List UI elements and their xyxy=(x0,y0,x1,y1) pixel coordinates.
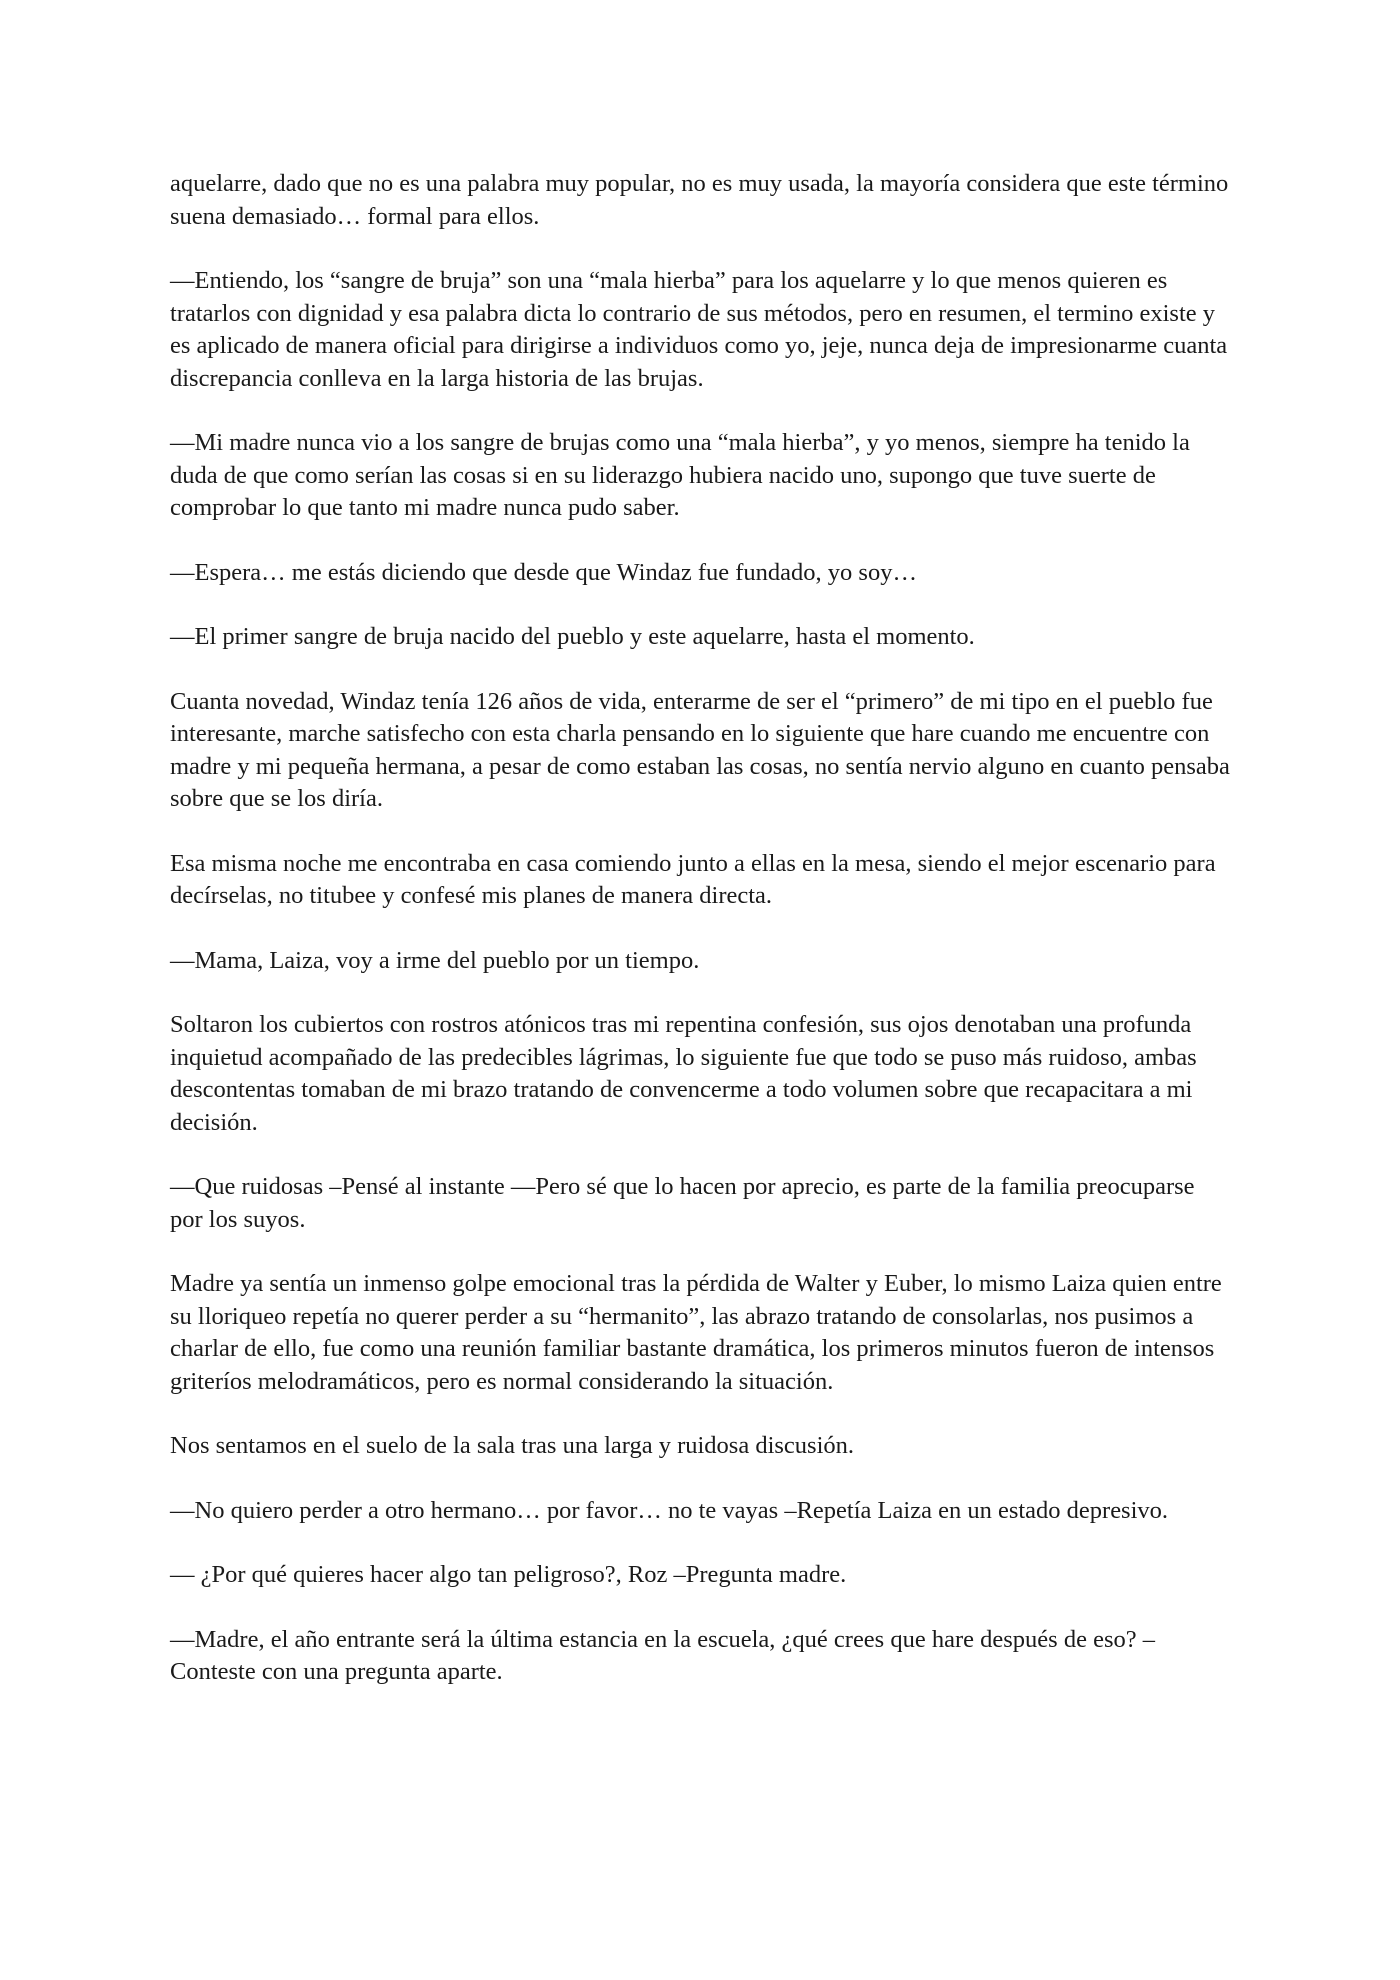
paragraph: —No quiero perder a otro hermano… por favor… no te vayas –Repetía Laiza en un estado depresivo. xyxy=(170,1496,1169,1524)
paragraph: Madre ya sentía un inmenso golpe emocional tras la pérdida de Walter y Euber, lo mismo Laiza quien entre su lloriqueo repetía no querer perder a su “hermanito”, las abrazo tratando de consolarlas, nos pusimos a charlar de ello, fue como una reunión familiar bastante dramática, los primeros minutos fueron de intensos griteríos melodramáticos, pero es normal considerando la situación. xyxy=(170,1270,1222,1395)
paragraph: —Que ruidosas –Pensé al instante —Pero sé que lo hacen por aprecio, es parte de la familia preocuparse por los suyos. xyxy=(170,1173,1195,1233)
paragraph: Soltaron los cubiertos con rostros atónicos tras mi repentina confesión, sus ojos denotaban una profunda inquietud acompañado de las predecibles lágrimas, lo siguiente fue que todo se puso más ruidoso, ambas descontentas tomaban de mi brazo tratando de convencerme a todo volumen sobre que recapacitara a mi decisión. xyxy=(170,1011,1197,1136)
paragraph: —El primer sangre de bruja nacido del pueblo y este aquelarre, hasta el momento. xyxy=(170,623,975,650)
paragraph: Esa misma noche me encontraba en casa comiendo junto a ellas en la mesa, siendo el mejor escenario para decírselas, no titubee y confesé mis planes de manera directa. xyxy=(170,849,1216,909)
paragraph: —Mama, Laiza, voy a irme del pueblo por un tiempo. xyxy=(170,946,700,974)
paragraph: Nos sentamos en el suelo de la sala tras una larga y ruidosa discusión. xyxy=(170,1432,855,1459)
paragraph: —Entiendo, los “sangre de bruja” son una “mala hierba” para los aquelarre y lo que menos quieren es tratarlos con dignidad y esa palabra dicta lo contrario de sus métodos, pero en resumen, el termino existe y es aplicado de manera oficial para dirigirse a individuos como yo, jeje, nunca deja de impresionarme cuanta discrepancia conlleva en la larga historia de las brujas. xyxy=(170,267,1228,392)
paragraph: aquelarre, dado que no es una palabra muy popular, no es muy usada, la mayoría considera que este término suena demasiado… formal para ellos. xyxy=(170,170,1229,230)
paragraph: —Mi madre nunca vio a los sangre de brujas como una “mala hierba”, y yo menos, siempre ha tenido la duda de que como serían las cosas si en su liderazgo hubiera nacido uno, supongo que tuve suerte de comprobar lo que tanto mi madre nunca pudo saber. xyxy=(170,429,1190,521)
paragraph: Cuanta novedad, Windaz tenía 126 años de vida, enterarme de ser el “primero” de mi tipo en el pueblo fue interesante, marche satisfecho con esta charla pensando en lo siguiente que hare cuando me encuentre con madre y mi pequeña hermana, a pesar de como estaban las cosas, no sentía nervio alguno en cuanto pensaba sobre que se los diría. xyxy=(170,687,1230,812)
paragraph: — ¿Por qué quieres hacer algo tan peligroso?, Roz –Pregunta madre. xyxy=(170,1561,847,1588)
paragraph: —Espera… me estás diciendo que desde que Windaz fue fundado, yo soy… xyxy=(170,558,917,586)
paragraph: —Madre, el año entrante será la última estancia en la escuela, ¿qué crees que hare después de eso? –Conteste con una pregunta aparte. xyxy=(170,1625,1155,1685)
